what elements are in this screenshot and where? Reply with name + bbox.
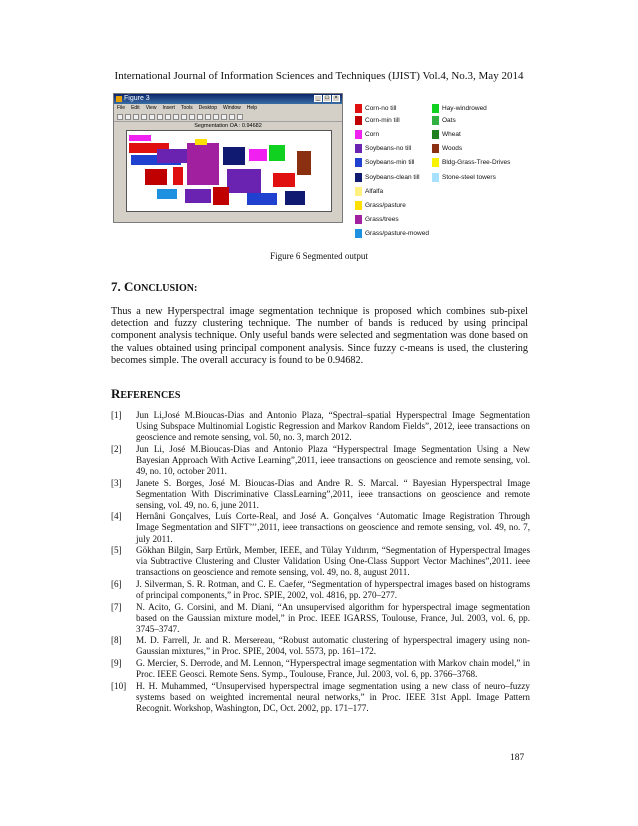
reference-number: [8] xyxy=(111,635,122,646)
reference-text: M. D. Farrell, Jr. and R. Mersereau, “Robust automatic clustering of hyperspectral imagery using non-Gaussian mixtures,” in Proc. SPIE, 2004, vol. 5573, pp. 161–172. xyxy=(136,635,530,657)
menu-help[interactable]: Help xyxy=(246,105,258,111)
link-icon[interactable] xyxy=(205,114,211,120)
segment-corn-min-2 xyxy=(213,187,229,205)
segment-soy-min-2 xyxy=(247,193,277,205)
zoom-in-icon[interactable] xyxy=(157,114,163,120)
legend-label: Oats xyxy=(442,117,456,124)
legend-label: Alfalfa xyxy=(365,188,384,195)
segment-hay xyxy=(269,145,285,161)
segment-corn-no-till-3 xyxy=(273,173,295,187)
reference-number: [7] xyxy=(111,601,122,612)
hide-tools-icon[interactable] xyxy=(229,114,235,120)
brush-icon[interactable] xyxy=(197,114,203,120)
section-title-initial: C xyxy=(124,279,134,294)
legend-item xyxy=(355,201,406,210)
reference-number: [3] xyxy=(111,477,122,488)
menu-tools[interactable]: Tools xyxy=(180,105,193,111)
segmentation-map xyxy=(126,130,332,212)
reference-text: Janete S. Borges, José M. Bioucas-Dias and Andre R. S. Marcal. “ Bayesian Hyperspectral Image Segmentation With Discriminative ClassLearning”,2011, ieee transactions on geoscience and remote sensing, vol. 49, no. 6, june 2011. xyxy=(136,477,530,510)
segment-soy-clean xyxy=(223,147,245,165)
section-title-rest: EFERENCES xyxy=(120,390,181,401)
legend-item xyxy=(355,215,399,224)
legend-label: Corn xyxy=(365,131,380,138)
legend-swatch xyxy=(432,104,439,113)
references-heading xyxy=(111,386,180,402)
show-tools-icon[interactable] xyxy=(237,114,243,120)
close-icon[interactable]: × xyxy=(332,95,340,102)
figure-toolbar xyxy=(114,112,342,122)
reference-text: J. Silverman, S. R. Rotman, and C. E. Caefer, “Segmentation of hyperspectral images based on histograms of principal components,” in Proc. SPIE, 2002, vol. 4816, pp. 270–277. xyxy=(136,578,530,600)
legend-item xyxy=(355,144,411,153)
legend-swatch xyxy=(355,130,362,139)
legend-swatch xyxy=(355,104,362,113)
edit-plot-icon[interactable] xyxy=(149,114,155,120)
running-header: International Journal of Information Sciences and Techniques (IJIST) Vol.4, No.3, May 2014 xyxy=(114,70,524,82)
rotate-icon[interactable] xyxy=(181,114,187,120)
reference-item xyxy=(111,410,530,443)
legend-swatch xyxy=(432,158,439,167)
colorbar-icon[interactable] xyxy=(213,114,219,120)
legend-item xyxy=(432,144,462,153)
menu-window[interactable]: Window xyxy=(222,105,241,111)
legend-item xyxy=(355,130,379,139)
reference-text: Hernâni Gonçalves, Luís Corte-Real, and José A. Gonçalves ‘Automatic Image Registration Through Image Segmentation and SIFT’’’,2011, ieee transactions on geoscience and remote sensing, vol. 49, no. 7, july 2011. xyxy=(136,511,530,544)
legend-label: Soybeans-min till xyxy=(365,159,415,166)
legend-label: Woods xyxy=(442,145,463,152)
reference-item xyxy=(111,545,530,578)
legend-label: Grass/pasture-mowed xyxy=(365,230,429,237)
legend-swatch xyxy=(432,130,439,139)
segment-corn xyxy=(129,135,151,141)
conclusion-heading xyxy=(111,279,197,295)
legend-swatch xyxy=(355,215,362,224)
figure-menubar xyxy=(114,104,342,112)
reference-text: Gökhan Bilgin, Sarp Ertürk, Member, IEEE, and Tülay Yıldırım, “Segmentation of Hyperspectral Images via Subtractive Clustering and Cluster Validation Using One-Class Support Vector Machines”,2011. ieee transactions on geoscience and remote sensing, vol. 49, no. 8, august 2011. xyxy=(136,545,530,578)
figure-legend xyxy=(355,104,535,244)
legend-swatch xyxy=(355,144,362,153)
menu-edit[interactable]: Edit xyxy=(131,105,140,111)
menu-desktop[interactable]: Desktop xyxy=(198,105,217,111)
legend-item xyxy=(432,173,496,182)
section-title-initial: R xyxy=(111,386,121,401)
segment-soy-notill-2 xyxy=(185,189,211,203)
reference-number: [2] xyxy=(111,443,122,454)
page-number: 187 xyxy=(510,753,525,763)
legend-item xyxy=(432,116,456,125)
references-list xyxy=(111,410,530,715)
legend-swatch xyxy=(432,116,439,125)
legend-label: Grass/pasture xyxy=(365,202,406,209)
reference-number: [1] xyxy=(111,410,122,420)
legend-label: Bldg-Grass-Tree-Drives xyxy=(442,159,511,166)
window-controls xyxy=(314,95,340,102)
save-icon[interactable] xyxy=(133,114,139,120)
legend-swatch xyxy=(355,229,362,238)
legend-swatch xyxy=(355,201,362,210)
print-icon[interactable] xyxy=(141,114,147,120)
reference-number: [10] xyxy=(111,680,127,691)
legend-label: Grass/trees xyxy=(365,216,399,223)
reference-number: [6] xyxy=(111,578,122,589)
maximize-icon[interactable]: □ xyxy=(323,95,331,102)
zoom-out-icon[interactable] xyxy=(165,114,171,120)
reference-text: N. Acito, G. Corsini, and M. Diani, “An unsupervised algorithm for hyperspectral image segmentation based on the Gaussian mixture model,” in Proc. IEEE IGARSS, Toulouse, France, Jul. 2003, vol. 6, pp. 3745–3747. xyxy=(136,601,530,634)
reference-number: [4] xyxy=(111,511,122,522)
reference-item xyxy=(111,602,530,635)
reference-item xyxy=(111,444,530,477)
segment-woods xyxy=(227,169,261,193)
legend-swatch xyxy=(432,173,439,182)
legend-label: Corn-min till xyxy=(365,117,400,124)
legend-item xyxy=(355,104,396,113)
legend-label: Soybeans-clean till xyxy=(365,174,420,181)
segment-soy-clean-2 xyxy=(285,191,305,205)
legend-item xyxy=(355,229,429,238)
section-title-rest: ONCLUSION: xyxy=(133,283,198,294)
segment-corn-2 xyxy=(249,149,267,161)
new-figure-icon[interactable] xyxy=(117,114,123,120)
window-title-bar xyxy=(114,94,342,104)
legend-label: Stone-steel towers xyxy=(442,174,496,181)
matlab-icon xyxy=(116,96,122,102)
open-file-icon[interactable] xyxy=(125,114,131,120)
reference-item xyxy=(111,658,530,680)
legend-swatch xyxy=(355,173,362,182)
segment-woods-2 xyxy=(297,151,311,175)
legend-label: Hay-windrowed xyxy=(442,105,487,112)
legend-swatch xyxy=(355,158,362,167)
reference-text: G. Mercier, S. Derrode, and M. Lennon, “Hyperspectral image segmentation with Markov chain model,” in Proc. IEEE Geosci. Remote Sens. Symp., Toulouse, France, Jul. 2003, vol. 6, pp. 3766–3768. xyxy=(136,658,530,680)
section-number: 7. xyxy=(111,279,124,294)
conclusion-paragraph: Thus a new Hyperspectral image segmentation technique is proposed which combines sub-pixel detection and fuzzy clustering technique. The number of bands is reduced by using principal component analysis technique. Only useful bands were selected and segmentation was done based on the values obtained using principal component analysis. Since fuzzy c-means is used, the clustering becomes simple. The overall accuracy is found to be 0.94682. xyxy=(111,306,528,366)
legend-swatch xyxy=(432,144,439,153)
legend-item xyxy=(355,116,400,125)
segment-grass-trees xyxy=(187,143,219,185)
reference-item xyxy=(111,635,530,657)
legend-label: Soybeans-no till xyxy=(365,145,412,152)
reference-text: Jun Li,José M.Bioucas-Dias and Antonio Plaza, “Spectral–spatial Hyperspectral Image Segmentation Using Subspace Multinomial Logistic Regression and Markov Random Fields”, 2012, ieee transactions on geoscience and remote sensing, vol. 50, no. 3, march 2012. xyxy=(136,410,530,443)
legend-label: Wheat xyxy=(442,131,461,138)
segment-corn-no-till-2 xyxy=(173,167,183,185)
reference-item xyxy=(111,478,530,511)
menu-file[interactable]: File xyxy=(117,105,126,111)
legend-label: Corn-no till xyxy=(365,105,397,112)
legend-swatch xyxy=(355,116,362,125)
legend-icon[interactable] xyxy=(221,114,227,120)
window-title: Figure 3 xyxy=(124,95,150,102)
figure-window xyxy=(113,93,343,223)
reference-number: [9] xyxy=(111,658,122,669)
segment-corn-min xyxy=(145,169,167,185)
legend-item xyxy=(355,173,420,182)
legend-item xyxy=(432,104,487,113)
reference-text: Jun Li, José M.Bioucas-Dias and Antonio Plaza “Hyperspectral Image Segmentation Using a New Bayesian Approach With Active Learning”,2011, ieee transactions on geoscience and remote sensing, vol. 49, no. 10, october 2011. xyxy=(136,443,530,476)
reference-item xyxy=(111,579,530,601)
menu-insert[interactable]: Insert xyxy=(162,105,175,111)
segment-grass-pasture xyxy=(195,139,207,145)
reference-text: H. H. Muhammed, “Unsupervised hyperspectral image segmentation using a new class of neuro–fuzzy systems based on weighted incremental neural networks,” in Proc. IEEE 31st Appl. Image Pattern Recognit. Workshop, Washington, DC, Oct. 2002, pp. 171–177. xyxy=(136,680,530,713)
axes-title: Segmentation OA : 0.94682 xyxy=(194,123,262,129)
legend-item xyxy=(432,130,461,139)
figure-caption: Figure 6 Segmented output xyxy=(270,251,368,261)
legend-item xyxy=(355,158,415,167)
minimize-icon[interactable]: _ xyxy=(314,95,322,102)
reference-item xyxy=(111,681,530,714)
reference-number: [5] xyxy=(111,545,122,556)
legend-item xyxy=(432,158,510,167)
segment-pasture-mowed xyxy=(157,189,177,199)
menu-view[interactable]: View xyxy=(145,105,157,111)
data-cursor-icon[interactable] xyxy=(189,114,195,120)
legend-swatch xyxy=(355,187,362,196)
legend-item xyxy=(355,187,383,196)
reference-item xyxy=(111,511,530,544)
pan-icon[interactable] xyxy=(173,114,179,120)
